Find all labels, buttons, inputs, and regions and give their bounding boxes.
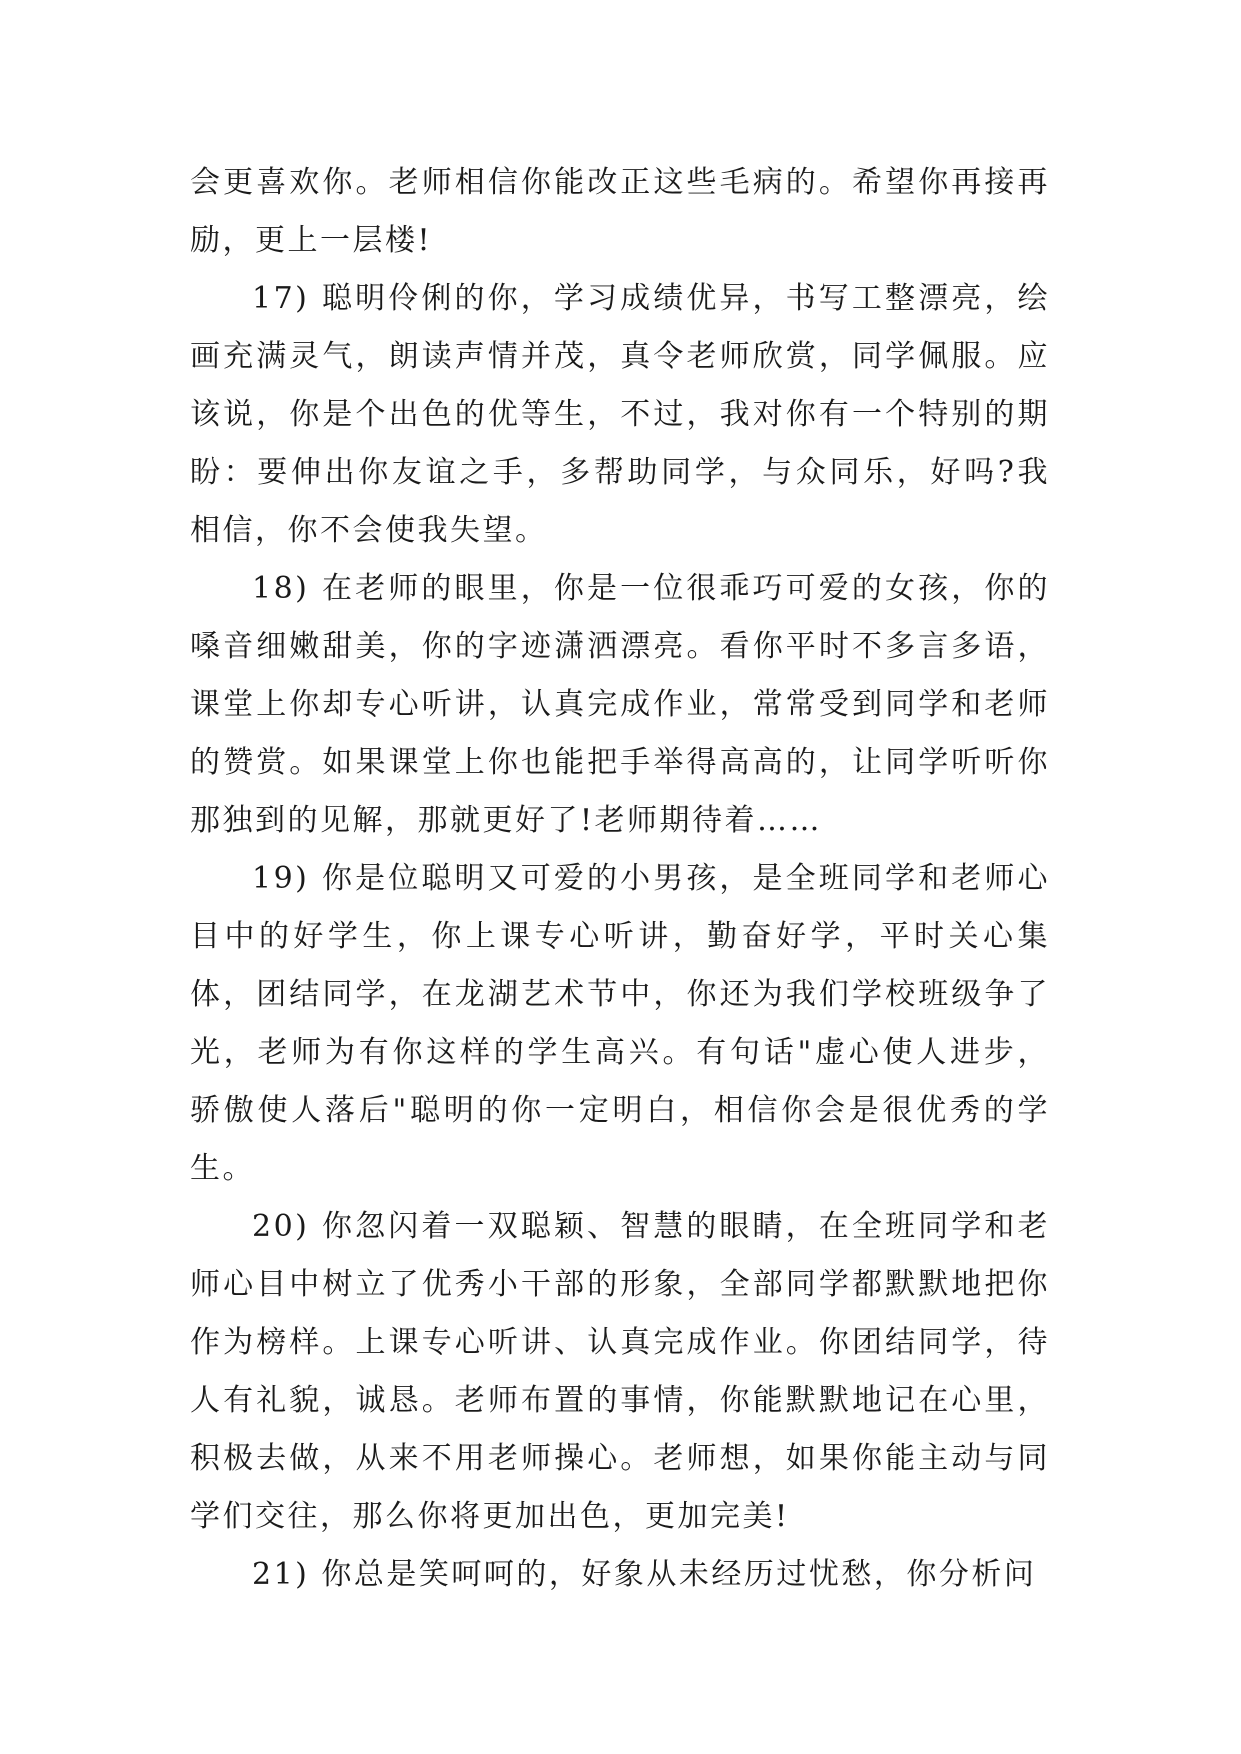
paragraph-comment-19: 19) 你是位聪明又可爱的小男孩，是全班同学和老师心目中的好学生，你上课专心听讲，勤奋好学，平时关心集体，团结同学，在龙湖艺术节中，你还为我们学校班级争了光，老师为有你这样的学生高兴。有句话"虚心使人进步，骄傲使人落后"聪明的你一定明白，相信你会是很优秀的学生。 [190, 861, 1050, 1186]
body-text [190, 154, 1050, 1604]
paragraph-comment-17: 17) 聪明伶俐的你，学习成绩优异，书写工整漂亮，绘画充满灵气，朗读声情并茂，真令老师欣赏，同学佩服。应该说，你是个出色的优等生，不过，我对你有一个特别的期盼：要伸出你友谊之手，多帮助同学，与众同乐，好吗?我相信，你不会使我失望。 [190, 281, 1050, 548]
paragraph-comment-21: 21) 你总是笑呵呵的，好象从未经历过忧愁，你分析问 [252, 1557, 1037, 1592]
paragraph-comment-20: 20) 你忽闪着一双聪颖、智慧的眼睛，在全班同学和老师心目中树立了优秀小干部的形象，全部同学都默默地把你作为榜样。上课专心听讲、认真完成作业。你团结同学，待人有礼貌，诚恳。老师布置的事情，你能默默地记在心里，积极去做，从来不用老师操心。老师想，如果你能主动与同学们交往，那么你将更加出色，更加完美! [190, 1209, 1050, 1534]
paragraph-comment-18: 18) 在老师的眼里，你是一位很乖巧可爱的女孩，你的嗓音细嫩甜美，你的字迹潇洒漂亮。看你平时不多言多语，课堂上你却专心听讲，认真完成作业，常常受到同学和老师的赞赏。如果课堂上你也能把手举得高高的，让同学听听你那独到的见解，那就更好了!老师期待着…… [190, 571, 1050, 838]
paragraph-continuation: 会更喜欢你。老师相信你能改正这些毛病的。希望你再接再励，更上一层楼! [190, 165, 1050, 258]
